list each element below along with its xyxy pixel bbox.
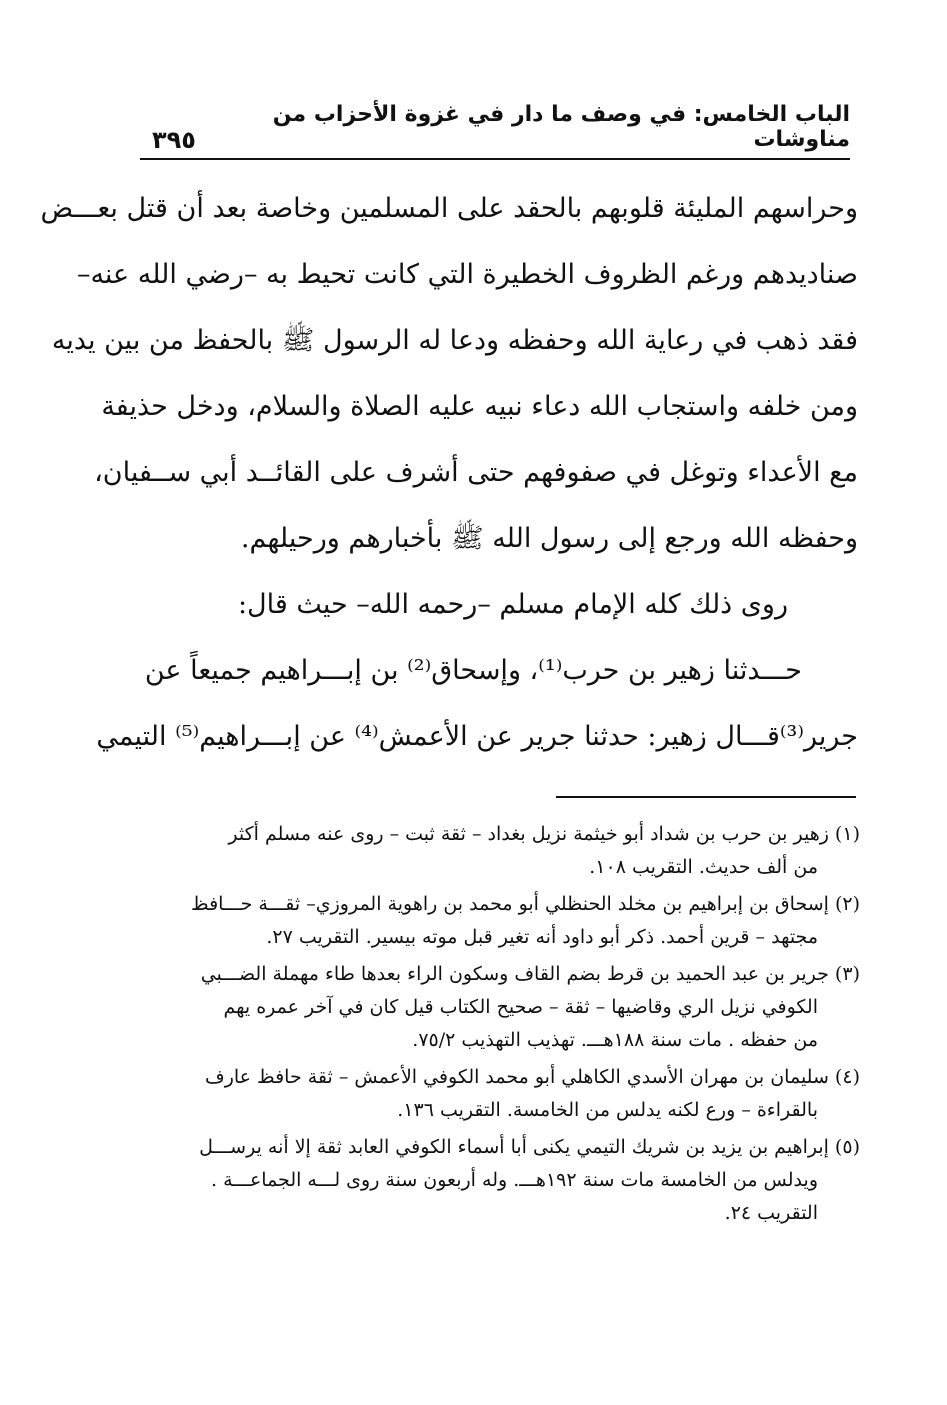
footnote-line: بالقراءة – ورع لكنه يدلس من الخامسة. التقريب ١٣٦. <box>397 1099 818 1121</box>
text-line: جرير⁽³⁾قـــال زهير: حدثنا جرير عن الأعمش⁽⁴⁾ عن إبـــراهيم⁽⁵⁾ التيمي <box>96 721 858 752</box>
footnote-line: (٣) جرير بن عبد الحميد بن قرط بضم القاف وسكون الراء بعدها طاء مهملة الضـــبي <box>200 963 860 985</box>
text-line: حـــدثنا زهير بن حرب⁽¹⁾، وإسحاق⁽²⁾ بن إبـــراهيم جميعاً عن <box>144 655 802 686</box>
footnote-line: (٤) سليمان بن مهران الأسدي الكاهلي أبو محمد الكوفي الأعمش – ثقة حافظ عارف <box>205 1066 860 1088</box>
footnote-line: من حفظه . مات سنة ١٨٨هـــ. تهذيب التهذيب ٧٥/٢. <box>412 1029 818 1051</box>
footnote-line: مجتهد – قرين أحمد. ذكر أبو داود أنه تغير قبل موته بيسير. التقريب ٢٧. <box>266 926 818 948</box>
text-line: ومن خلفه واستجاب الله دعاء نبيه عليه الصلاة والسلام، ودخل حذيفة <box>101 391 858 422</box>
footnote-line: (٥) إبراهيم بن يزيد بن شريك التيمي يكنى أبا أسماء الكوفي العابد ثقة إلا أنه يرســـل <box>199 1136 860 1158</box>
text-line: روى ذلك كله الإمام مسلم –رحمه الله– حيث قال: <box>237 589 788 620</box>
text-line: وحفظه الله ورجع إلى رسول الله ﷺ بأخبارهم ورحيلهم. <box>240 523 858 554</box>
text-line: صناديدهم ورغم الظروف الخطيرة التي كانت تحيط به –رضي الله عنه– <box>76 259 858 290</box>
footnote-5 <box>140 1131 860 1230</box>
footnote-line: من ألف حديث. التقريب ١٠٨. <box>589 856 818 878</box>
footnote-line: ويدلس من الخامسة مات سنة ١٩٢هـــ. وله أربعون سنة روى لـــه الجماعـــة . <box>210 1169 818 1191</box>
footnote-1 <box>140 818 860 884</box>
footnote-line: (١) زهير بن حرب بن شداد أبو خيثمة نزيل بغداد – ثقة ثبت – روى عنه مسلم أكثر <box>228 823 860 845</box>
footnote-separator <box>556 796 856 798</box>
footnote-4 <box>140 1061 860 1127</box>
footnote-line: (٢) إسحاق بن إبراهيم بن مخلد الحنظلي أبو محمد بن راهوية المروزي– ثقـــة حـــافظ <box>191 893 860 915</box>
footnote-line: الكوفي نزيل الري وقاضيها – ثقة – صحيح الكتاب قيل كان في آخر عمره يهم <box>223 996 818 1018</box>
footnote-3 <box>140 958 860 1057</box>
footnote-line: التقريب ٢٤. <box>724 1202 818 1224</box>
text-line: فقد ذهب في رعاية الله وحفظه ودعا له الرسول ﷺ بالحفظ من بين يديه <box>51 325 858 356</box>
page-number: ٣٩٥ <box>152 126 196 154</box>
main-text <box>40 176 858 770</box>
text-line: مع الأعداء وتوغل في صفوفهم حتى أشرف على القائــد أبي ســفيان، <box>94 457 858 488</box>
footnotes <box>140 818 860 1234</box>
text-line: وحراسهم المليئة قلوبهم بالحقد على المسلمين وخاصة بعد أن قتل بعـــض <box>40 193 858 224</box>
chapter-title: الباب الخامس: في وصف ما دار في غزوة الأحزاب من مناوشات <box>272 102 850 152</box>
footnote-2 <box>140 888 860 954</box>
running-header <box>140 102 850 160</box>
